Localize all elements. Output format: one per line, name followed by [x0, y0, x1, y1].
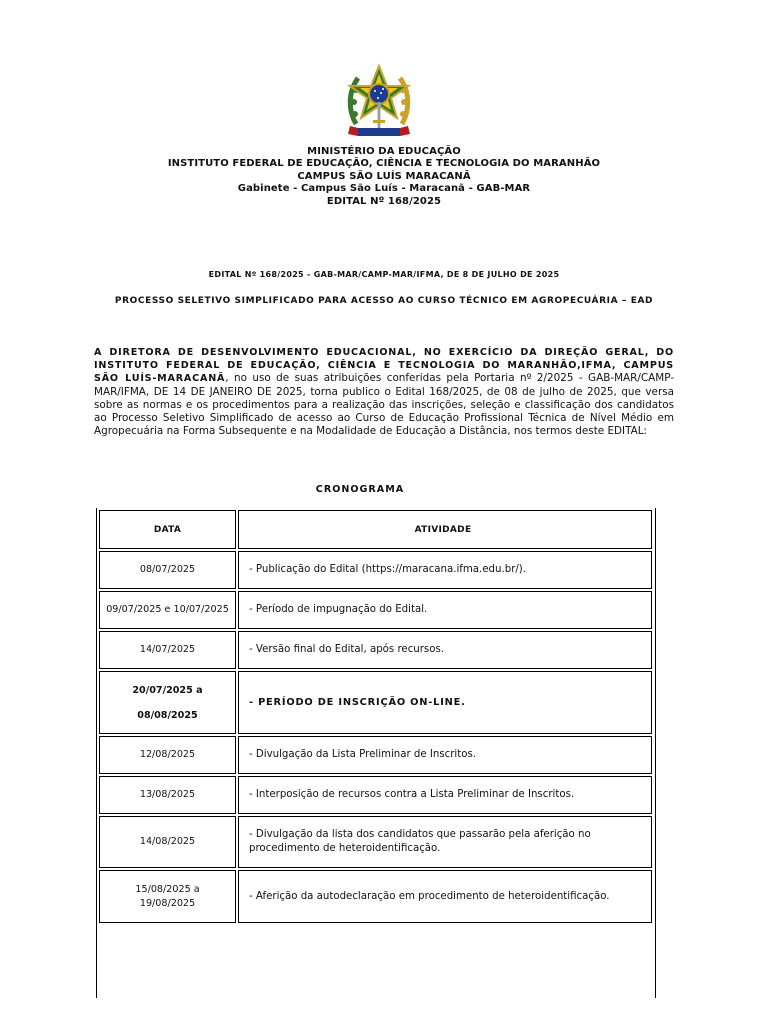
edital-reference: EDITAL Nº 168/2025 - GAB-MAR/CAMP-MAR/IFMA, DE 8 DE JULHO DE 2025	[208, 270, 560, 279]
institution-header	[0, 146, 768, 208]
table-row	[99, 591, 652, 629]
table-row	[99, 736, 652, 774]
row-activity: - Divulgação da Lista Preliminar de Inscritos.	[238, 736, 652, 774]
intro-caps-text: A DIRETORA DE DESENVOLVIMENTO EDUCACIONAL, NO EXERCÍCIO DA DIREÇÃO GERAL, DO INSTITUTO FEDERAL DE EDUCAÇÃO, CIÊNCIA E TECNOLOGIA DO MARANHÃO,IFMA, CAMPUS SÃO LUÍS-MARACANÃ	[94, 347, 674, 385]
row-date-start: 15/08/2025 a	[135, 883, 200, 895]
schedule-header-row	[99, 510, 652, 549]
row-date-end: 19/08/2025	[139, 897, 196, 909]
row-activity: - PERÍODO DE INSCRIÇÃO ON-LINE.	[238, 671, 652, 734]
ministry-name: MINISTÉRIO DA EDUCAÇÃO	[307, 146, 461, 157]
edital-number: EDITAL Nº 168/2025	[326, 195, 442, 207]
intro-paragraph	[94, 346, 674, 438]
row-activity: - Interposição de recursos contra a Lista Preliminar de Inscritos.	[238, 776, 652, 814]
row-activity: - Versão final do Edital, após recursos.	[238, 631, 652, 669]
office-name: Gabinete - Campus São Luís - Maracanã - GAB-MAR	[237, 183, 531, 195]
process-title: PROCESSO SELETIVO SIMPLIFICADO PARA ACESSO AO CURSO TÉCNICO EM AGROPECUÁRIA – EAD	[114, 296, 654, 306]
row-date: 14/08/2025	[99, 816, 236, 868]
table-row	[99, 551, 652, 589]
row-date: 13/08/2025	[99, 776, 236, 814]
row-date	[99, 671, 236, 734]
row-activity: - Período de impugnação do Edital.	[238, 591, 652, 629]
row-activity: - Aferição da autodeclaração em procedimento de heteroidentificação.	[238, 870, 652, 923]
intro-body-text: , no uso de suas atribuições conferidas pela Portaria nº 2/2025 - GAB-MAR/CAMP-MAR/IFMA, DE 14 DE JANEIRO DE 2025, torna publico o Edital 168/2025, de 08 de julho de 2025, que versa sobre as normas e os procedimentos para a realização das inscrições, seleção e classificação dos candidatos ao Processo Seletivo Simplificado de acesso ao Curso de Educação Profissional Técnica de Nível Médio em Agropecuária na Forma Subsequente e na Modalidade de Educação a Distância, nos termos deste EDITAL:	[94, 372, 674, 438]
row-date-start: 20/07/2025 a	[132, 684, 203, 696]
column-header-activity: ATIVIDADE	[238, 510, 652, 549]
schedule-title: CRONOGRAMA	[315, 484, 405, 495]
brazil-coat-of-arms-emblem	[344, 62, 414, 140]
institute-name: INSTITUTO FEDERAL DE EDUCAÇÃO, CIÊNCIA E TECNOLOGIA DO MARANHÃO	[167, 158, 601, 170]
row-date: 12/08/2025	[99, 736, 236, 774]
table-row	[99, 631, 652, 669]
column-header-date: DATA	[99, 510, 236, 549]
row-date: 14/07/2025	[99, 631, 236, 669]
table-row	[99, 870, 652, 923]
table-row	[99, 816, 652, 868]
row-date-end: 08/08/2025	[137, 709, 198, 721]
row-date: 09/07/2025 e 10/07/2025	[99, 591, 236, 629]
row-date: 08/07/2025	[99, 551, 236, 589]
row-activity: - Divulgação da lista dos candidatos que passarão pela aferição no procedimento de heteroidentificação.	[238, 816, 652, 868]
table-row	[99, 776, 652, 814]
row-activity: - Publicação do Edital (https://maracana.ifma.edu.br/).	[238, 551, 652, 589]
campus-name: CAMPUS SÃO LUÍS MARACANÃ	[297, 170, 471, 182]
row-date	[99, 870, 236, 923]
table-row	[99, 671, 652, 734]
